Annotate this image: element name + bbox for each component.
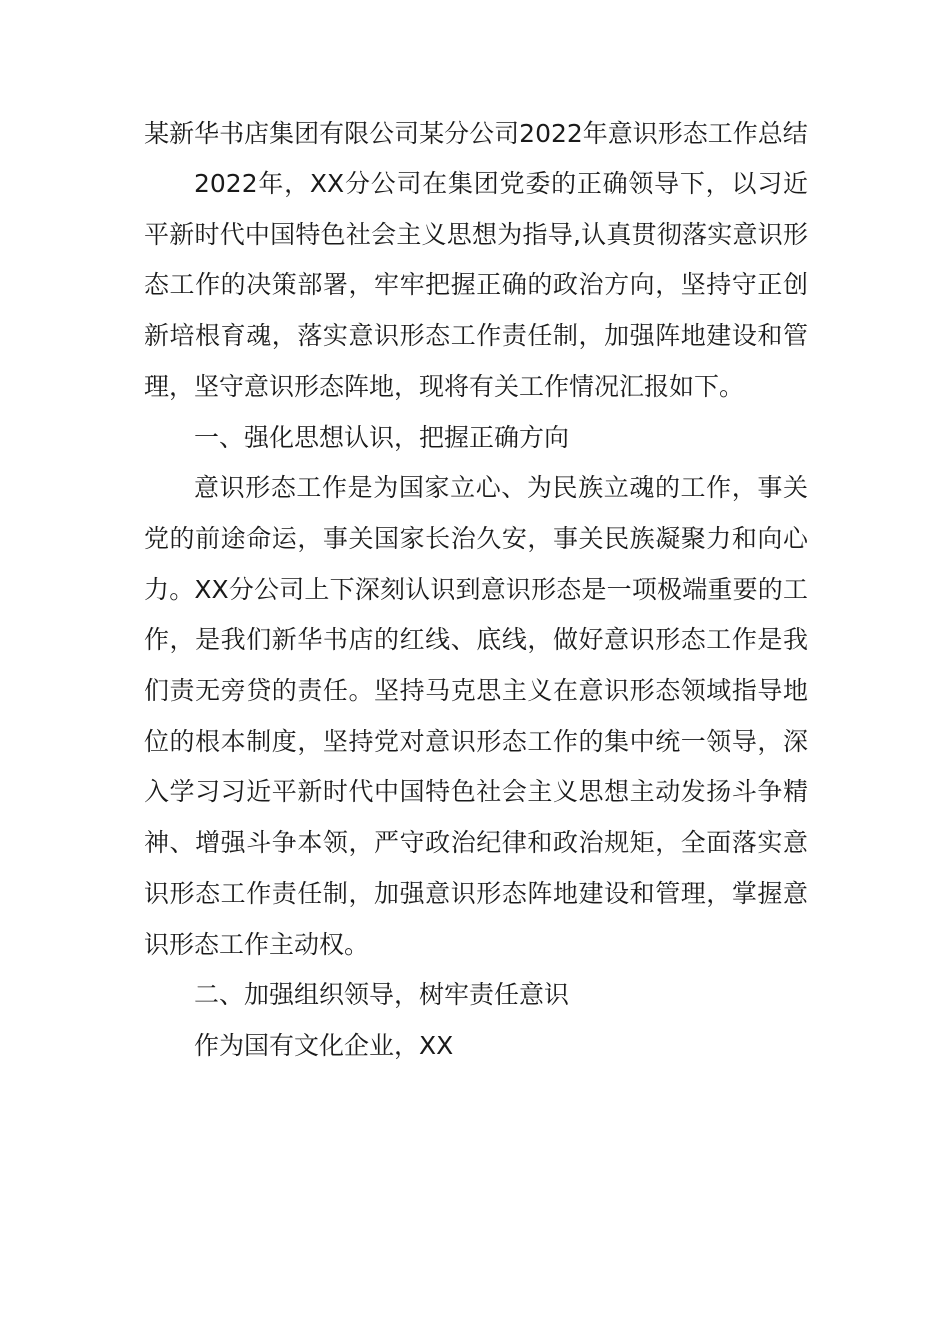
document-title: 某新华书店集团有限公司某分公司2022年意识形态工作总结 bbox=[144, 119, 808, 148]
document-page bbox=[144, 108, 808, 1072]
section-1-paragraph: 意识形态工作是为国家立心、为民族立魂的工作，事关党的前途命运，事关国家长治久安，事关民族凝聚力和向心力。XX分公司上下深刻认识到意识形态是一项极端重要的工作，是我们新华书店的红线、底线，做好意识形态工作是我们责无旁贷的责任。坚持马克思主义在意识形态领域指导地位的根本制度，坚持党对意识形态工作的集中统一领导，深入学习习近平新时代中国特色社会主义思想主动发扬斗争精神、增强斗争本领，严守政治纪律和政治规矩，全面落实意识形态工作责任制，加强意识形态阵地建设和管理，掌握意识形态工作主动权。 bbox=[144, 473, 808, 959]
section-2-heading: 二、加强组织领导，树牢责任意识 bbox=[194, 980, 570, 1010]
intro-paragraph: 2022年，XX分公司在集团党委的正确领导下，以习近平新时代中国特色社会主义思想为指导,认真贯彻落实意识形态工作的决策部署，牢牢把握正确的政治方向，坚持守正创新培根育魂，落实意识形态工作责任制，加强阵地建设和管理，坚守意识形态阵地，现将有关工作情况汇报如下。 bbox=[144, 169, 808, 401]
section-1-heading: 一、强化思想认识，把握正确方向 bbox=[194, 422, 570, 452]
section-2-paragraph: 作为国有文化企业，XX bbox=[194, 1030, 454, 1060]
